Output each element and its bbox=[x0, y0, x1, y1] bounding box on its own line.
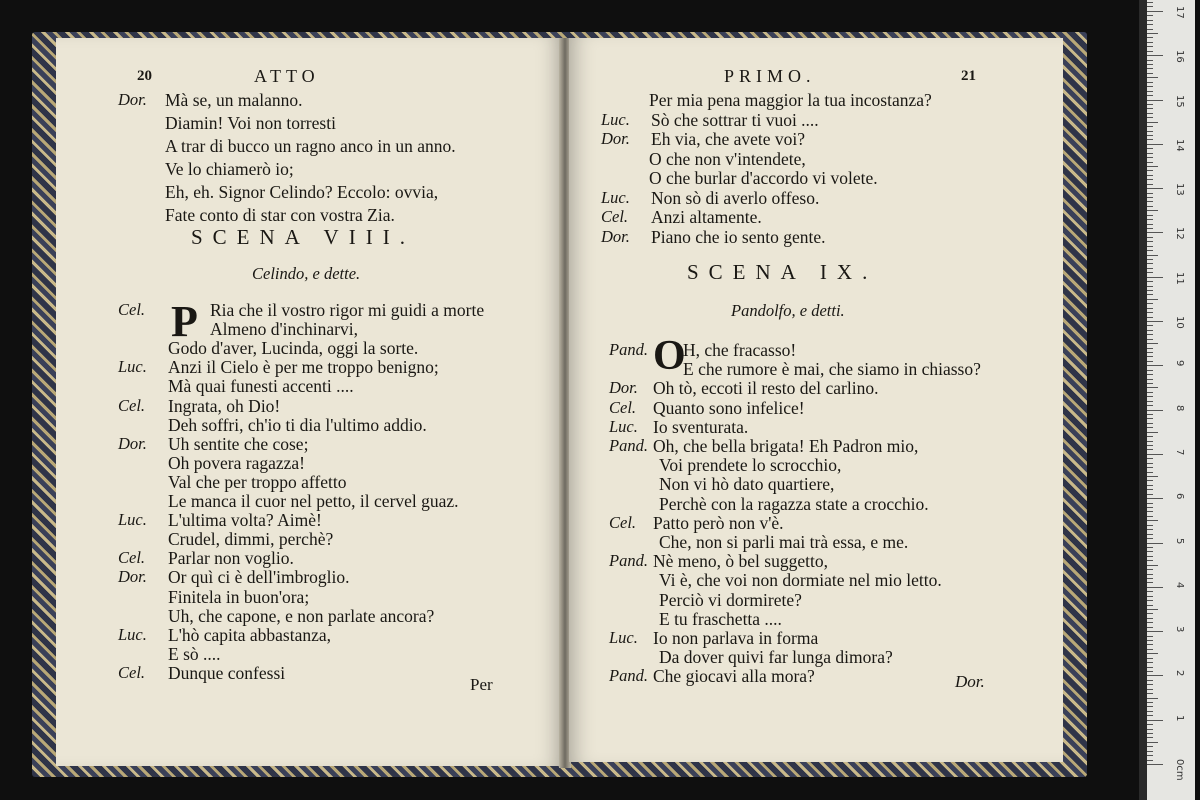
ruler-tick bbox=[1147, 162, 1153, 163]
ruler-tick bbox=[1147, 441, 1153, 442]
ruler-tick bbox=[1147, 489, 1153, 490]
ruler-tick bbox=[1147, 693, 1153, 694]
ruler-tick bbox=[1147, 529, 1153, 530]
ruler-tick bbox=[1147, 494, 1153, 495]
ruler-tick bbox=[1147, 42, 1153, 43]
line-text: Non vi hò dato quartiere, bbox=[659, 474, 835, 495]
ruler-tick bbox=[1147, 662, 1153, 663]
ruler-tick bbox=[1147, 308, 1153, 309]
line-text: Uh sentite che cose; bbox=[168, 433, 309, 454]
ruler-tick bbox=[1147, 622, 1153, 623]
ruler-tick bbox=[1147, 82, 1153, 83]
line-text: Ingrata, oh Dio! bbox=[168, 395, 281, 416]
ruler-tick bbox=[1147, 356, 1153, 357]
line-text: Or quì ci è dell'imbroglio. bbox=[168, 567, 350, 588]
ruler-tick bbox=[1147, 427, 1153, 428]
ruler-label: 7 bbox=[1174, 448, 1185, 456]
speaker-label: Dor. bbox=[601, 129, 630, 148]
speaker-label: Luc. bbox=[118, 357, 147, 377]
ruler-tick bbox=[1147, 653, 1158, 654]
speaker-label: Pand. bbox=[609, 666, 648, 686]
ruler-tick bbox=[1147, 166, 1158, 167]
ruler-tick bbox=[1147, 15, 1153, 16]
line-text: Che, non si parli mai trà essa, e me. bbox=[659, 532, 909, 552]
ruler-tick bbox=[1147, 153, 1153, 154]
line-text: Finitela in buon'ora; bbox=[168, 586, 310, 607]
ruler-label: 4 bbox=[1174, 581, 1185, 589]
line-text: Uh, che capone, e non parlate ancora? bbox=[168, 605, 435, 626]
ruler-tick bbox=[1147, 387, 1158, 388]
ruler-tick bbox=[1147, 675, 1163, 676]
ruler-label: 16 bbox=[1174, 50, 1185, 63]
ruler-tick bbox=[1147, 374, 1153, 375]
ruler-tick bbox=[1147, 432, 1158, 433]
ruler-tick bbox=[1147, 578, 1153, 579]
ruler-label: 2 bbox=[1174, 670, 1185, 677]
ruler-tick bbox=[1147, 104, 1153, 105]
ruler-tick bbox=[1147, 299, 1158, 300]
ruler-tick bbox=[1147, 742, 1158, 743]
ruler-tick bbox=[1147, 644, 1153, 645]
line-text: L'ultima volta? Aimè! bbox=[168, 510, 322, 531]
line-text: O che non v'intendete, bbox=[649, 148, 806, 169]
ruler-tick bbox=[1147, 737, 1153, 738]
ruler-tick bbox=[1147, 507, 1153, 508]
ruler-tick bbox=[1147, 565, 1158, 566]
ruler-tick bbox=[1147, 122, 1158, 123]
ruler-tick bbox=[1147, 343, 1158, 344]
ruler-tick bbox=[1147, 157, 1153, 158]
ruler-tick bbox=[1147, 755, 1153, 756]
ruler-tick bbox=[1147, 210, 1158, 211]
ruler-tick bbox=[1147, 543, 1163, 544]
speaker-label: Dor. bbox=[601, 226, 630, 246]
ruler-tick bbox=[1147, 33, 1158, 34]
ruler-tick bbox=[1147, 29, 1153, 30]
ruler-label: 5 bbox=[1174, 537, 1185, 544]
ruler-tick bbox=[1147, 184, 1153, 185]
line-text: Le manca il cuor nel petto, il cervel guaz. bbox=[168, 491, 459, 511]
line-text: Almeno d'inchinarvi, bbox=[210, 319, 358, 340]
speaker-label: Luc. bbox=[118, 510, 147, 530]
line-text: E tu fraschetta .... bbox=[659, 608, 782, 629]
line-text: Io sventurata. bbox=[653, 416, 749, 437]
ruler-tick bbox=[1147, 55, 1163, 56]
ruler-tick bbox=[1147, 60, 1153, 61]
ruler-tick bbox=[1147, 188, 1163, 189]
ruler-tick bbox=[1147, 498, 1163, 499]
speaker-label: Dor. bbox=[118, 90, 147, 109]
line-text: Diamin! Voi non torresti bbox=[165, 113, 336, 133]
ruler-tick bbox=[1147, 410, 1163, 411]
ruler-tick bbox=[1147, 321, 1163, 322]
measuring-ruler bbox=[1139, 0, 1195, 800]
line-text: Crudel, dimmi, perchè? bbox=[168, 529, 334, 550]
ruler-tick bbox=[1147, 472, 1153, 473]
ruler-tick bbox=[1147, 246, 1153, 247]
ruler-tick bbox=[1147, 596, 1153, 597]
ruler-tick bbox=[1147, 658, 1153, 659]
ruler-tick bbox=[1147, 401, 1153, 402]
ruler-tick bbox=[1147, 352, 1153, 353]
ruler-tick bbox=[1147, 334, 1153, 335]
ruler-tick bbox=[1147, 250, 1153, 251]
ruler-tick bbox=[1147, 405, 1153, 406]
line-text: H, che fracasso! bbox=[683, 340, 797, 360]
ruler-tick bbox=[1147, 215, 1153, 216]
line-text: Per mia pena maggior la tua incostanza? bbox=[649, 90, 932, 110]
ruler-tick bbox=[1147, 436, 1153, 437]
line-text: Vi è, che voi non dormiate nel mio letto. bbox=[659, 570, 942, 591]
ruler-tick bbox=[1147, 627, 1153, 628]
ruler-tick bbox=[1147, 365, 1163, 366]
line-text: Mà se, un malanno. bbox=[165, 90, 303, 110]
scene-title: SCENA IX. bbox=[687, 260, 878, 284]
ruler-tick bbox=[1147, 636, 1153, 637]
ruler-tick bbox=[1147, 68, 1153, 69]
running-head: PRIMO. bbox=[724, 66, 816, 86]
ruler-tick bbox=[1147, 631, 1163, 632]
speaker-label: Luc. bbox=[601, 109, 630, 129]
ruler-tick bbox=[1147, 751, 1153, 752]
ruler-tick bbox=[1147, 449, 1153, 450]
line-text: Ria che il vostro rigor mi guidi a morte bbox=[210, 300, 485, 320]
ruler-tick bbox=[1147, 560, 1153, 561]
ruler-tick bbox=[1147, 294, 1153, 295]
page-number: 20 bbox=[137, 68, 152, 84]
drop-cap: P bbox=[171, 297, 198, 346]
ruler-tick bbox=[1147, 46, 1153, 47]
ruler-tick bbox=[1147, 228, 1153, 229]
ruler-tick bbox=[1147, 339, 1153, 340]
ruler-tick bbox=[1147, 144, 1163, 145]
line-text: Dunque confessi bbox=[168, 662, 286, 683]
ruler-tick bbox=[1147, 480, 1153, 481]
ruler-tick bbox=[1147, 383, 1153, 384]
speaker-label: Cel. bbox=[118, 662, 146, 682]
ruler-tick bbox=[1147, 379, 1153, 380]
ruler-tick bbox=[1147, 609, 1158, 610]
left-page bbox=[56, 38, 563, 766]
ruler-tick bbox=[1147, 86, 1153, 87]
line-text: Eh via, che avete voi? bbox=[651, 129, 806, 149]
speaker-label: Pand. bbox=[609, 436, 648, 455]
line-text: Anzi il Cielo è per me troppo benigno; bbox=[168, 357, 439, 378]
ruler-label: 3 bbox=[1174, 626, 1185, 633]
ruler-tick bbox=[1147, 193, 1153, 194]
ruler-tick bbox=[1147, 516, 1153, 517]
ruler-tick bbox=[1147, 272, 1153, 273]
ruler-tick bbox=[1147, 259, 1153, 260]
ruler-tick bbox=[1147, 551, 1153, 552]
ruler-tick bbox=[1147, 64, 1153, 65]
ruler-tick bbox=[1147, 312, 1153, 313]
line-text: Che giocavi alla mora? bbox=[653, 666, 815, 687]
line-text: E che rumore è mai, che siamo in chiasso? bbox=[683, 359, 981, 380]
ruler-tick bbox=[1147, 587, 1163, 588]
ruler-label: 14 bbox=[1174, 138, 1185, 152]
ruler-tick bbox=[1147, 711, 1153, 712]
ruler-tick bbox=[1147, 618, 1153, 619]
ruler-tick bbox=[1147, 20, 1153, 21]
line-text: E sò .... bbox=[168, 643, 221, 664]
speaker-label: Luc. bbox=[601, 187, 630, 207]
speaker-label: Luc. bbox=[118, 624, 147, 644]
speaker-label: Dor. bbox=[118, 567, 147, 587]
ruler-tick bbox=[1147, 445, 1153, 446]
ruler-tick bbox=[1147, 582, 1153, 583]
line-text: Non sò di averlo offeso. bbox=[651, 187, 820, 208]
line-text: Oh povera ragazza! bbox=[168, 452, 305, 473]
speaker-label: Cel. bbox=[118, 395, 146, 415]
ruler-label: 0cm bbox=[1174, 759, 1185, 781]
ruler-label: 13 bbox=[1174, 183, 1185, 196]
ruler-tick bbox=[1147, 73, 1153, 74]
line-text: Nè meno, ò bel suggetto, bbox=[653, 551, 828, 572]
ruler-tick bbox=[1147, 108, 1153, 109]
ruler-tick bbox=[1147, 613, 1153, 614]
line-text: Oh, che bella brigata! Eh Padron mio, bbox=[653, 436, 919, 456]
ruler-label: 11 bbox=[1174, 271, 1185, 285]
ruler-tick bbox=[1147, 746, 1153, 747]
ruler-tick bbox=[1147, 286, 1153, 287]
scene-persons: Pandolfo, e detti. bbox=[731, 301, 845, 320]
speaker-label: Cel. bbox=[118, 300, 146, 319]
line-text: Quanto sono infelice! bbox=[653, 397, 805, 418]
ruler-tick bbox=[1147, 131, 1153, 132]
ruler-tick bbox=[1147, 702, 1153, 703]
ruler-tick bbox=[1147, 503, 1153, 504]
ruler-tick bbox=[1147, 6, 1153, 7]
ruler-tick bbox=[1147, 219, 1153, 220]
ruler-tick bbox=[1147, 538, 1153, 539]
ruler-tick bbox=[1147, 361, 1153, 362]
ruler-tick bbox=[1147, 476, 1158, 477]
ruler-tick bbox=[1147, 197, 1153, 198]
speaker-label: Cel. bbox=[609, 512, 637, 532]
ruler-tick bbox=[1147, 706, 1153, 707]
ruler-tick bbox=[1147, 467, 1153, 468]
ruler-tick bbox=[1147, 303, 1153, 304]
ruler-tick bbox=[1147, 525, 1153, 526]
line-text: Patto però non v'è. bbox=[653, 512, 784, 533]
ruler-tick bbox=[1147, 370, 1153, 371]
line-text: Anzi altamente. bbox=[651, 207, 762, 227]
ruler-tick bbox=[1147, 224, 1153, 225]
ruler-label: 15 bbox=[1174, 94, 1185, 108]
speaker-label: Luc. bbox=[609, 416, 638, 436]
catchword: Per bbox=[470, 675, 493, 694]
ruler-tick bbox=[1147, 290, 1153, 291]
ruler-tick bbox=[1147, 11, 1163, 12]
speaker-label: Cel. bbox=[609, 397, 637, 417]
scene-persons: Celindo, e dette. bbox=[252, 264, 361, 283]
line-text: Godo d'aver, Lucinda, oggi la sorte. bbox=[168, 338, 419, 359]
ruler-tick bbox=[1147, 232, 1163, 233]
ruler-tick bbox=[1147, 113, 1153, 114]
ruler-tick bbox=[1147, 37, 1153, 38]
ruler-tick bbox=[1147, 255, 1158, 256]
ruler-tick bbox=[1147, 680, 1153, 681]
ruler-tick bbox=[1147, 117, 1153, 118]
line-text: Voi prendete lo scrocchio, bbox=[659, 455, 842, 476]
ruler-tick bbox=[1147, 671, 1153, 672]
ruler-edge bbox=[1139, 0, 1147, 800]
ruler-tick bbox=[1147, 640, 1153, 641]
line-text: A trar di bucco un ragno anco in un anno. bbox=[165, 136, 456, 156]
line-text: Io non parlava in forma bbox=[653, 628, 819, 648]
speaker-label: Pand. bbox=[609, 551, 648, 571]
ruler-tick bbox=[1147, 268, 1153, 269]
line-text: Perchè con la ragazza state a crocchio. bbox=[659, 493, 929, 514]
ruler-label: 17 bbox=[1174, 5, 1185, 19]
ruler-tick bbox=[1147, 605, 1153, 606]
speaker-label: Cel. bbox=[118, 548, 146, 568]
catchword: Dor. bbox=[955, 672, 985, 691]
ruler-label: 12 bbox=[1174, 227, 1185, 241]
ruler-tick bbox=[1147, 418, 1153, 419]
ruler-tick bbox=[1147, 547, 1153, 548]
line-text: Perciò vi dormirete? bbox=[659, 589, 802, 610]
ruler-tick bbox=[1147, 95, 1153, 96]
ruler-tick bbox=[1147, 649, 1153, 650]
speaker-label: Luc. bbox=[609, 628, 638, 647]
ruler-tick bbox=[1147, 520, 1158, 521]
ruler-tick bbox=[1147, 325, 1153, 326]
ruler-tick bbox=[1147, 206, 1153, 207]
ruler-tick bbox=[1147, 24, 1153, 25]
ruler-tick bbox=[1147, 179, 1153, 180]
line-text: Da dover quivi far lunga dimora? bbox=[659, 647, 893, 668]
ruler-tick bbox=[1147, 100, 1163, 101]
line-text: Piano che io sento gente. bbox=[651, 226, 826, 247]
ruler-tick bbox=[1147, 126, 1153, 127]
ruler-tick bbox=[1147, 511, 1153, 512]
ruler-label: 6 bbox=[1174, 493, 1185, 500]
ruler-tick bbox=[1147, 135, 1153, 136]
ruler-tick bbox=[1147, 733, 1153, 734]
line-text: Deh soffri, ch'io ti dia l'ultimo addio. bbox=[168, 414, 427, 435]
ruler-tick bbox=[1147, 556, 1153, 557]
ruler-tick bbox=[1147, 458, 1153, 459]
ruler-tick bbox=[1147, 317, 1153, 318]
running-head: ATTO bbox=[254, 66, 320, 86]
ruler-tick bbox=[1147, 281, 1153, 282]
ruler-tick bbox=[1147, 569, 1153, 570]
ruler-tick bbox=[1147, 764, 1163, 765]
ruler-tick bbox=[1147, 2, 1153, 3]
ruler-tick bbox=[1147, 760, 1153, 761]
line-text: Ve lo chiamerò io; bbox=[165, 159, 294, 179]
line-text: O che burlar d'accordo vi volete. bbox=[649, 168, 878, 188]
ruler-tick bbox=[1147, 724, 1153, 725]
ruler-tick bbox=[1147, 729, 1153, 730]
ruler-tick bbox=[1147, 330, 1153, 331]
ruler-tick bbox=[1147, 139, 1153, 140]
ruler-tick bbox=[1147, 175, 1153, 176]
speaker-label: Cel. bbox=[601, 207, 629, 226]
line-text: Val che per troppo affetto bbox=[168, 471, 347, 492]
ruler-tick bbox=[1147, 698, 1158, 699]
ruler-tick bbox=[1147, 689, 1153, 690]
ruler-tick bbox=[1147, 667, 1153, 668]
ruler-tick bbox=[1147, 148, 1153, 149]
line-text: Eh, eh. Signor Celindo? Eccolo: ovvia, bbox=[165, 182, 439, 202]
ruler-tick bbox=[1147, 720, 1163, 721]
line-text: Oh tò, eccoti il resto del carlino. bbox=[653, 378, 879, 399]
line-text: Parlar non voglio. bbox=[168, 548, 294, 569]
ruler-tick bbox=[1147, 237, 1153, 238]
drop-cap: O bbox=[653, 333, 686, 379]
ruler-tick bbox=[1147, 392, 1153, 393]
ruler-tick bbox=[1147, 423, 1153, 424]
ruler-tick bbox=[1147, 77, 1158, 78]
right-page bbox=[569, 38, 1063, 762]
ruler-tick bbox=[1147, 600, 1153, 601]
speaker-label: Pand. bbox=[609, 340, 648, 359]
ruler-tick bbox=[1147, 591, 1153, 592]
ruler-tick bbox=[1147, 684, 1153, 685]
ruler-label: 9 bbox=[1174, 360, 1185, 367]
ruler-tick bbox=[1147, 170, 1153, 171]
ruler-tick bbox=[1147, 51, 1153, 52]
ruler-tick bbox=[1147, 574, 1153, 575]
line-text: Fate conto di star con vostra Zia. bbox=[165, 205, 395, 225]
speaker-label: Dor. bbox=[609, 378, 638, 398]
ruler-tick bbox=[1147, 414, 1153, 415]
line-text: Sò che sottrar ti vuoi .... bbox=[651, 109, 819, 130]
ruler-tick bbox=[1147, 463, 1153, 464]
ruler-label: 1 bbox=[1174, 714, 1185, 722]
ruler-tick bbox=[1147, 277, 1163, 278]
ruler-label: 8 bbox=[1174, 404, 1185, 411]
line-text: L'hò capita abbastanza, bbox=[168, 624, 332, 645]
ruler-tick bbox=[1147, 454, 1163, 455]
ruler-tick bbox=[1147, 201, 1153, 202]
ruler-tick bbox=[1147, 91, 1153, 92]
scene-title: SCENA VIII. bbox=[191, 225, 415, 249]
speaker-label: Dor. bbox=[118, 433, 147, 453]
page-number: 21 bbox=[961, 68, 976, 84]
ruler-label: 10 bbox=[1174, 316, 1185, 329]
ruler-tick bbox=[1147, 241, 1153, 242]
line-text: Mà quai funesti accenti .... bbox=[168, 376, 354, 397]
ruler-tick bbox=[1147, 485, 1153, 486]
ruler-tick bbox=[1147, 396, 1153, 397]
ruler-tick bbox=[1147, 263, 1153, 264]
ruler-tick bbox=[1147, 715, 1153, 716]
ruler-tick bbox=[1147, 534, 1153, 535]
ruler-tick bbox=[1147, 348, 1153, 349]
